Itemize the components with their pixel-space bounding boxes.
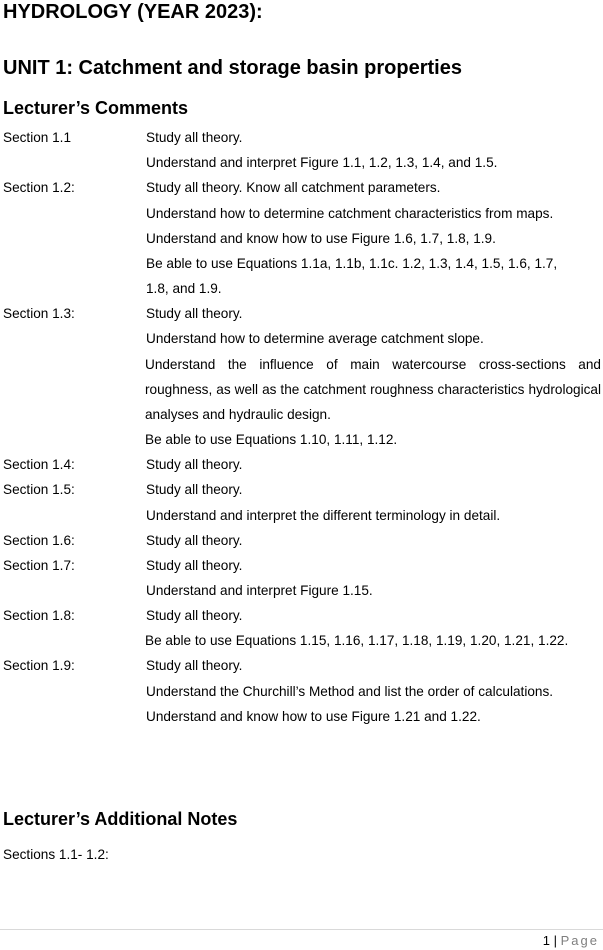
document-title: HYDROLOGY (YEAR 2023): [3, 1, 263, 23]
comment-text: Study all theory. Know all catchment parameters. [146, 180, 441, 195]
section-label: Section 1.2: [3, 180, 75, 195]
comment-text: Study all theory. [146, 533, 243, 548]
comment-text: Study all theory. [146, 608, 243, 623]
section-label: Section 1.5: [3, 482, 75, 497]
comment-text: Understand how to determine average catchment slope. [146, 331, 484, 346]
page-word: Page [560, 933, 599, 948]
comment-text: Understand and interpret Figure 1.15. [146, 583, 373, 598]
comment-text: Study all theory. [146, 558, 243, 573]
comment-paragraph: Understand the influence of main watercourse cross-sections and roughness, as well as the catchment roughness characteristics hydrological analyses and hydraulic design. [145, 357, 601, 422]
comment-text: Be able to use Equations 1.15, 1.16, 1.17, 1.18, 1.19, 1.20, 1.21, 1.22. [145, 633, 569, 648]
comment-text: 1.8, and 1.9. [146, 281, 222, 296]
comment-text: Study all theory. [146, 658, 243, 673]
page-footer [543, 933, 599, 949]
section-label: Section 1.6: [3, 533, 75, 548]
section-label: Section 1.4: [3, 457, 75, 472]
section-label: Section 1.8: [3, 608, 75, 623]
comment-text: Understand and know how to use Figure 1.6, 1.7, 1.8, 1.9. [146, 231, 496, 246]
comment-text: Be able to use Equations 1.1a, 1.1b, 1.1c. 1.2, 1.3, 1.4, 1.5, 1.6, 1.7, [146, 256, 558, 271]
comment-text: Understand how to determine catchment characteristics from maps. [146, 206, 554, 221]
footer-separator: | [553, 933, 557, 948]
section-label: Section 1.3: [3, 306, 75, 321]
comment-text: Be able to use Equations 1.10, 1.11, 1.12. [145, 432, 398, 447]
section-label: Section 1.9: [3, 658, 75, 673]
page-number: 1 [542, 933, 550, 948]
comment-text: Study all theory. [146, 306, 243, 321]
sections-note: Sections 1.1- 1.2: [3, 847, 109, 862]
comment-text: Study all theory. [146, 130, 243, 145]
comment-text: Understand and interpret Figure 1.1, 1.2, 1.3, 1.4, and 1.5. [146, 155, 498, 170]
comment-text: Understand and interpret the different terminology in detail. [146, 508, 501, 523]
section-label: Section 1.1 [3, 130, 72, 145]
footer-rule [0, 929, 603, 930]
comment-text: Understand and know how to use Figure 1.21 and 1.22. [146, 709, 481, 724]
comment-text: Study all theory. [146, 457, 243, 472]
additional-notes-heading: Lecturer’s Additional Notes [3, 809, 238, 829]
comment-text: Study all theory. [146, 482, 243, 497]
comment-text: Understand the Churchill’s Method and list the order of calculations. [146, 684, 554, 699]
comments-heading: Lecturer’s Comments [3, 98, 189, 118]
unit-heading: UNIT 1: Catchment and storage basin properties [3, 57, 462, 79]
section-label: Section 1.7: [3, 558, 75, 573]
